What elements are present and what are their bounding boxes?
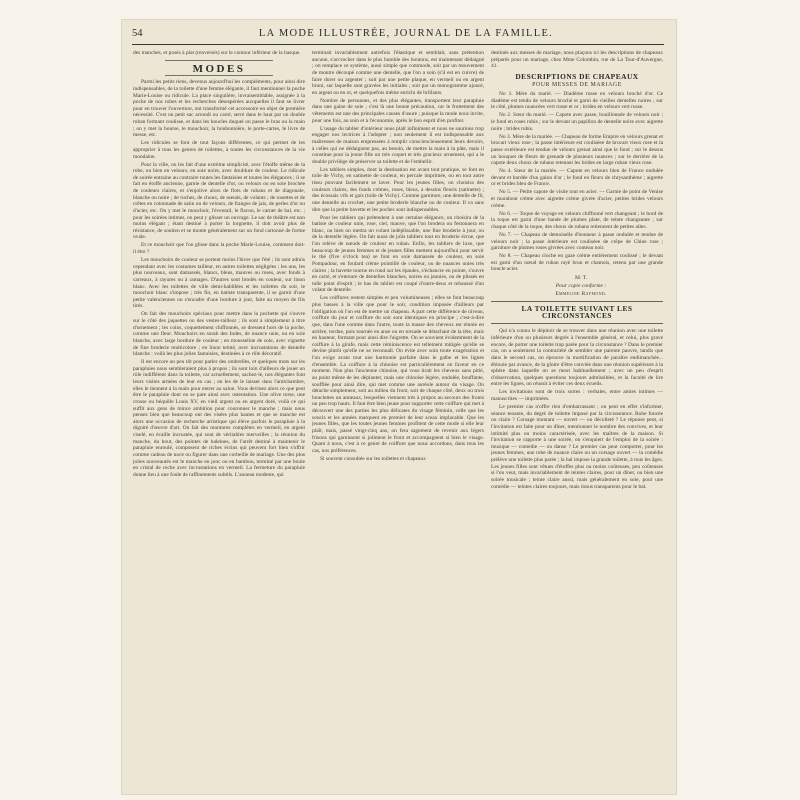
section-heading: DESCRIPTIONS DE CHAPEAUX	[515, 71, 639, 81]
rule-divider	[165, 75, 273, 76]
article-paragraph: No 7. — Chapeau de demoiselle d'honneur à passe ondulée et tendue de velours noir ; la passe intérieure est couliséee de crêpe de Chine rose ; garniture de plumes roses givrées avec couteau noir.	[491, 231, 663, 252]
article-paragraph: No 2. Sœur du marié. — Capote avec passe, bouillonnée de velours noir ; le fond en roses rubis ; sur le devant un papillon de dentelle noire avec aigrette noire ; brides rubis.	[491, 112, 663, 132]
newspaper-page	[122, 20, 676, 794]
rule-divider	[491, 323, 663, 324]
article-paragraph: destinés aux messes de mariage, nous plaçons ici les descriptions de chapeaux préparés pour un mariage, chez Mme Colombin, rue de La Tour-d'Auvergne, 41.	[491, 50, 663, 70]
rule-divider	[491, 301, 663, 302]
signature-line: M. T.	[574, 274, 588, 281]
article-paragraph: Les tabliers simples, dont la destination est avant tout pratique, se font en toile de Vichy, en satinette de couleur, en percale imprimée, ou en tout autre tissu pouvant facilement se laver. Pour les jeunes filles, on choisira des couleurs claires, des fonds crèmes, roses, bleus, à dessins fleuris (satinette) ; des écossais vifs et gais (toile de Vichy). Comme garniture, une dentelle de fil, une dentelle au crochet, une petite broderie blanche ou de couleur. Il va sans dire que la petite bavette et les poches sont indispensables.	[312, 166, 484, 213]
article-paragraph: No 4. Sœur de la mariée. — Capote en velours bleu de France ondulée devant et bordée d'un galon d'or ; le fond en fleurs de chrysanthème ; aigrette or et brides bleu de France.	[491, 168, 663, 188]
article-paragraph: No 3. Mère de la mariée. — Chapeau de forme Empire en velours grenat et brocart vieux rose ; la passe intérieure est couliséee de brocart vieux rose et la passe extérieure est tendue de velours grenat ainsi que le fond ; sur le dessus un bouquet de fleurs de grenade de plusieurs nuances ; sur le derrière de la capote deux choux de rubans retenant les brides en large ruban vieux rose.	[491, 133, 663, 167]
header-rule	[132, 44, 664, 45]
column-middle	[312, 50, 484, 786]
article-paragraph: Les mouchoirs de couleur se portent moins l'hiver que l'été ; ils sont admis cependant avec les costumes tailleur, en autres toilettes négligées ; les uns, les plus nouveaux, sont damassés, blancs, bleus, mauves ou roses, avec fonds à carreaux, à rayures ou à ramages. D'autres sont brodés en couleur, sur linon blanc. Avec les toilettes de ville demi-habillées et les toilettes du soir, le mouchoir blanc s'impose ; très fin, en batiste transparente, il se garnit d'une petite valenciennes ou s'encadre d'une bordure à jour, faite au moyen de fils tirés.	[133, 257, 305, 310]
article-paragraph: L'usage du tablier d'intérieur nous plaît infiniment et nous ne saurions trop engager nos lectrices à l'adopter ; non seulement il est indispensable aux maîtresses de maison empressées à remplir consciencieusement leurs devoirs, à celles qui ne dédaignent pas, au besoin, de mettre la main à la pâte, mais il constitue pour la jeune fille un très coquet et très gracieux ornement, qui a le double privilège de préserver sa toilette et de l'embellir.	[312, 125, 484, 165]
section-heading: LA TOILETTE SUIVANT LES CIRCONSTANCES	[521, 304, 633, 320]
article-paragraph: Qui n'a connu le dépitoir de se trouver dans une réunion avec une toilette inférieure d'un ou plusieurs degrés à l'ensemble général, et celui, plus grave encore, de porter une toilette trop parée pour la circonstance ? Dans le premier cas, on a seulement la contrariété de sembler une parente pauvre, tandis que dans le second cas, on éprouve la mortification de paraître endimanchée... éblouie par avance, de la gloire d'être conviée dans une réunion supérieure à la sphère dans laquelle on se meut habituellement ; avec un peu d'esprit d'observation, quelques questions toujours admissibles, et la faculté de lire entre les lignes, on réussit à éviter ces deux écueils.	[491, 328, 663, 388]
page-number: 54	[132, 28, 143, 39]
article-paragraph: terminait invariablement autrefois l'élastique et semblait, sans prétention aucune, s'accrocher dans le plus humble des boutons, est maintenant dédaigné ; on remplace ce système, aussi simple que commode, soit par un mouvement de montre découpé comme une dentelle, que l'on a soin (s'il est en cuivre) de faire dorer ou argenter ; soit par une petite plaque, en vermeil ou en argent bruni, sur laquelle sont gravées les initiales ; soit par un monogramme ajouré, en argent ou en or, et quelquefois même enrichi de brillants.	[312, 50, 484, 96]
article-paragraph: Les invitations sont de trois sortes : verbales, entre amies intimes — manuscrites — imprimées.	[491, 389, 663, 403]
article-paragraph: No 6. — Toque de voyage en velours chiffonné vert changeant ; le bord de la toque est garni d'une bande de plumes plate, de teinte changeante ; sur chaque côté de la toque, des choux de rubans retiennent de petites ailes.	[491, 210, 663, 230]
article-paragraph: No 5. — Petite capote de visite tout en acier. — Garnie de point de Venise et marabout crème avec aigrette crème givrée d'acier, petites brides velours crème.	[491, 189, 663, 209]
article-paragraph: Il est encore un peu tôt pour parler des ombrelles, et quelques mots sur les parapluies nous sembleraient plus à propos ; ils sont loin d'ailleurs de jouer un rôle indifférent dans la toilette, car actuellement, sachez-le, nos élégantes font leurs visites armées de leur en cas ; on les de le laisser dans l'antichambre, elles le tiennent à la main pour entrer au salon. Vous devinez alors ce que peut être le parapluie dont on se pare ainsi avec ostentation. Une olive torse, une crosse ou béquille Louis XV, en vieil argent ou en argent doré, voilà ce qui suffit aux gens de mince ambition pour couronner le manche ; mais nous pensez bien que beaucoup ont des visées plus hautes et que se manche est alors une occasion de recherche artistique qui élève parfois le parapluie à la dignité d'œuvre d'art. On fait des montures complètes en vermeil, en argent ciselé, en écaille incrustée, qui sont de véritables merveilles ; la réunion du manche, du bout, des pointes de baleines, de l'arrêt destiné à maintenir le parapluie enroulé, composent de riches écrins qui peuvent fort bien s'offrir comme cadeau de noce ou figurer dans une corbeille de mariage. Une des plus jolies nouveautés est le manche en jonc ou en bambou, terminé par une boule en cristal de roche avec incrustations en vermeil. La fermeture du parapluie donne lieu à une foule de raffinements subtils. L'anneau modeste, qui	[133, 359, 305, 478]
article-paragraph: Si souvent consultée sur les toilettes et chapeaux	[320, 455, 426, 462]
column-right	[491, 50, 663, 786]
article-paragraph: Et ce mouchoir que l'on glisse dans la poche Marie-Louise, comment doit-il être ?	[133, 242, 305, 256]
column-left	[133, 50, 305, 786]
page-header	[132, 28, 664, 44]
signature-line: Emmeline Raymond.	[555, 290, 607, 297]
article-paragraph: Les coiffures restent simples et peu volumineuses ; elles se font beaucoup plus basses à la ville que pour le soir, condition imposée d'ailleurs par l'obligation où l'on est de mettre un chapeau. A part cette différence de niveau, coiffure du jour et coiffure du soir sont identiques en principe ; c'est-à-dire que, dans l'une comme dans l'autre, toute la masse des cheveux est réunie en arrière, tordue, puis tournée en anse ou en torsade se détachant de la tête, mais en hauteur, formant pour ainsi dire l'aigrette. On se souvient évidemment de la coiffure à la girafe, mais cette réminiscence est tellement mitigée qu'elle se devine plutôt qu'elle ne se reconnaît. On évite avec soin toute exagération et l'on exige avant tout une harmonie parfaite dans le galbe et les lignes d'ensemble. La coiffure à la chinoise est particulièrement en faveur en ce moment. Non plus l'ancienne chinoise, qui vous tirait les cheveux sans pitié, au point même de les déplanter, mais une chinoise légère, ondulée, bouffante, soufflée pour ainsi dire, qui met comme une auréole autour du visage. On détache simplement, soit au milieu du front, soit de chaque côté, deux ou trois bouclettes un anneaux, lesquelles viennent très à propos au secours des fronts un peu trop hauts. Il faut être bien jeune pour supporter cette coiffure qui met à découvert une des parties les plus délicates du visage féminin, celle que les soucis et les années marquent en premier de leur sceau implacable. Que les jeunes filles, que les toutes jeunes femmes profitent de cette mode si elle leur plaît, mais, passé vingt-cinq ans, on fera sagement de revenir aux légers frisons qui garnissent si joliment le front et accompagnent si bien le visage. Quant à nous, c'est à ce genre de coiffure que nous accordons, dans tous les cas, nos préférences.	[312, 295, 484, 454]
article-paragraph: des manches, et posés à plat (renversés) sur le contour inférieur de la basque.	[133, 50, 301, 56]
masthead-title: LA MODE ILLUSTRÉE, JOURNAL DE LA FAMILLE.	[258, 28, 554, 39]
article-paragraph: Parmi les petits riens, devenus aujourd'hui les compléments, pour ainsi dire indispensables, de la toilette d'une femme élégante, il faut mentionner la poche Marie-Louise ou ridicule. La place singulière, invraisemblable, assignée à la poche de nos robes et les recherches désespérées auxquelles il faut se livrer pour en trouver l'ouverture, ont transformé cet accessoire en objet de première nécessité. C'est un petit sac arrondi ou carré, serré dans le haut par un double ruban formant coulisse, et dans les boucles duquel on passe le bras ou la main ; on y met la bourse, le mouchoir, la bonbonnière, le porte-cartes, le livre de messe, etc.	[133, 79, 305, 139]
article-paragraph: No 8. — Chapeau cloche en gaze crème entièrement coulissé ; le devant est garni d'un nœud de ruban rayé brun et chamois, retenu par une grande boucle acier.	[491, 253, 663, 273]
section-subheading: POUR MESSES DE MARIAGE	[532, 81, 622, 88]
article-paragraph: On fait des mouchoirs spéciaux pour mettre dans la pochette qui s'ouvre sur le côté des jaquettes ou des vestes-tailleur ; ils sont à simplement à titre d'ornement ; les coins, coquettement chiffonnés, se dressent hors de la poche, comme une fleur. Mouchoirs en surah des Indes, de nuance unie, ou en soie blanche, avec large bordure de couleur ; en mousseline de soie, avec vignette de fine broderie multicolore ; en linon teinté, avec incrustations de dentelle blanche : voilà les plus jolies fantaisies, destinées à ce rôle décoratif.	[133, 311, 305, 358]
article-paragraph: Pour la ville, on les fait d'une extrême simplicité, avec l'étoffe même de la robe, ou bien en velours, en soie noire, avec doublure de couleur. Le ridicule de soirée entraine au contraire toutes les fantaisies et toutes les élégances ; il se fait en étoffe ancienne, garnie de dentelle d'or, ou velours ou en soie brochée de couleurs claires, et s'enjolive alors de flots de rubans et de diagonale, blanche ou noire ; de ruches, de choux, de nœuds, de volants ; de rosettes et de crêtes en cotonnade de satin ou de velours, de franges de jais, de perles d'or ou d'acier, etc. On y met le mouchoir, l'éventail, le flacon, le carnet de bal, etc. ; pour les soirées intimes, on peut y glisser un ouvrage. Le sac de théâtre est non moins élégant ; étant destiné à porter la lorgnette, il doit avoir plus de résistance, de soutien et se monte généralement sur un fond cartonné de forme ovale.	[133, 161, 305, 241]
section-heading: MODES	[192, 62, 246, 75]
article-paragraph: No 1. Mère du marié. — Diadème russe en velours broché d'or. Ce diadème est tendu de velours broché et garni de vieilles dentelles noires ; sur le côté, plumes nuancées vert russe et or ; brides en velours vert russe.	[491, 91, 663, 111]
signature-line: Pour copie conforme :	[555, 282, 607, 289]
article-paragraph: Les ridicules se font de tout façons différentes, ce qui permet de les approprier à tous les genres de toilettes, à toutes les circonstances de la vie mondaine.	[133, 140, 305, 160]
rule-divider	[165, 60, 273, 61]
article-paragraph: Nombre de personnes, et des plus élégantes, transportent leur parapluie dans une gaine de soie ; c'est là une bonne précaution, car le frottement des vêtements est une des principales causes d'usure ; puisque la mode nous invite, pour une fois, au soin et à l'économie, après le bon esprit d'en profiter.	[312, 97, 484, 124]
article-paragraph: Pour les tabliers qui prétendent à une certaine élégance, on choisira de la batiste de couleur unie, rose, ciel, mauve, que l'on brodera ou festonnera en blanc, ou bien on mettra un volant indéplissable, une fine broderie à jour, ou de la dentelle légère. On fait aussi de jolis tabliers tout en broderie écrue, que l'on relève de nœuds de couleur en ruban. Enfin, les tabliers de luxe, que beaucoup de jeunes femmes et de jeunes filles mettent aujourd'hui pour servir le thé (five o'clock tea) se font en soie damassée de couleur, en soie Pompadour, en foulard crème pointillé de couleur, ou de nuances unies très claires ; la bavette tourne en rond sur les épaules, s'échancre en pointe, s'ouvre en carré, et s'entoure de dentelles blanches, noires ou jaunies, ou de plissés en tulle point d'esprit ; le bas du tablier est coupé d'outre-deux et rehaussé d'un volant de dentelle.	[312, 214, 484, 294]
article-paragraph: Le premier cas n'offre rien d'embarrassant ; on peut en effet s'informer, séance tenante, du degré de toilette imposé par la circonstance. Robe foncée ou claire ? Corsage montant — ouvert — ou décolleté ? Le réponse peut, si l'invitation est faite pour un dîner, mentionner le nombre des convives, et leur intimité plus ou moins caractérisée, avec les maîtres de la maison. Si l'invitation se rapporte à une soirée, on s'enquiert de l'emploi de la soirée : musique — comédie — ou danse ? Le premier cas peut comporter, pour les jeunes femmes, une robe de nuance claire ou un corsage ouvert — la comédie prélève une toilette plus parée ; la bal impose la grande toilette, à tous les âges. Les jeunes filles sont vêtues d'étoffes plus ou moins coûteuses, peu coûteuses si l'on veut, mais invariablement de teintes claires, pour un dîner, ou bien une soirée musicale ; teinte claire aussi, mais généralement en soie, pour une comédie — teintes claires toujours, mais tissus transparents pour le bal.	[491, 404, 663, 490]
